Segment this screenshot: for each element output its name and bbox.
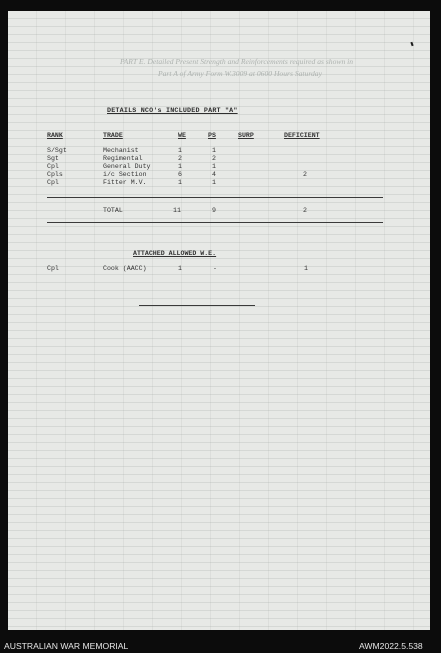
document-title: DETAILS NCO's INCLUDED PART "A" [107,107,238,115]
row-we: 1 [178,163,182,170]
rule-below-total [47,222,383,223]
row-ps: 1 [212,179,216,186]
row-trade: Regimental [103,155,143,162]
row-we: 6 [178,171,182,178]
row-rank: Sgt [47,155,59,162]
row-trade: Mechanist [103,147,139,154]
row-rank: Cpls [47,171,63,178]
attached-we: 1 [178,265,182,272]
rule-above-total [47,197,383,198]
total-ps: 9 [212,207,216,214]
row-we: 1 [178,147,182,154]
row-trade: i/c Section [103,171,147,178]
closing-rule [139,305,255,306]
attached-rank: Cpl [47,265,59,272]
total-we: 11 [173,207,181,214]
header-trade: TRADE [103,132,123,139]
bleed-through-line-2: Part A of Army Form W.3009 at 0600 Hours Saturday [158,69,322,78]
total-label: TOTAL [103,207,123,214]
header-ps: PS [208,132,216,139]
attached-ps: - [213,265,217,272]
row-deficient: 2 [303,171,307,178]
row-ps: 4 [212,171,216,178]
row-rank: Cpl [47,163,59,170]
attached-trade: Cook (AACC) [103,265,147,272]
footer-institution: AUSTRALIAN WAR MEMORIAL [4,641,129,651]
attached-title: ATTACHED ALLOWED W.E. [133,250,217,257]
row-trade: General Duty [103,163,151,170]
footer-accession-number: AWM2022.5.538 [359,641,423,651]
header-deficient: DEFICIENT [284,132,320,139]
row-rank: Cpl [47,179,59,186]
attached-deficient: 1 [304,265,308,272]
row-we: 2 [178,155,182,162]
header-rank: RANK [47,132,63,139]
row-rank: S/Sgt [47,147,67,154]
header-surp: SURP [238,132,254,139]
row-ps: 1 [212,163,216,170]
document-page [8,11,430,630]
header-we: WE [178,132,186,139]
total-deficient: 2 [303,207,307,214]
row-ps: 1 [212,147,216,154]
row-trade: Fitter M.V. [103,179,147,186]
row-ps: 2 [212,155,216,162]
row-we: 1 [178,179,182,186]
ink-mark [410,42,413,46]
bleed-through-line-1: PART E. Detailed Present Strength and Reinforcements required as shown in [120,57,354,66]
